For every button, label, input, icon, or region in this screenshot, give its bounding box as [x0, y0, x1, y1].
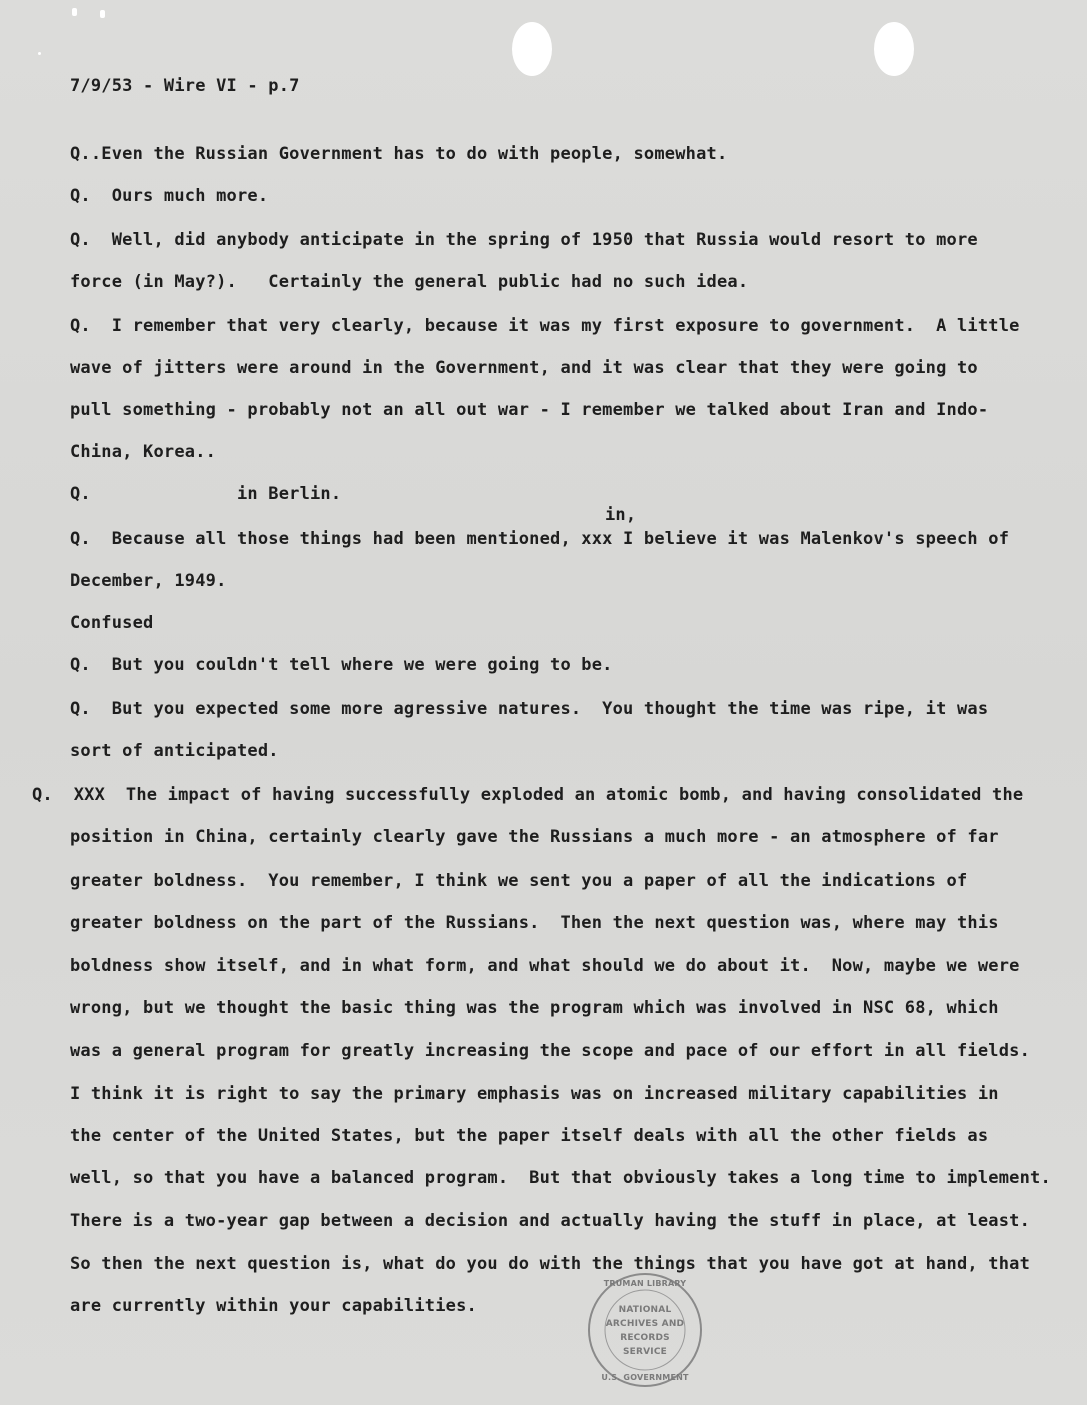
handwritten-insertion: in, — [605, 505, 637, 525]
stamp-text: NATIONAL — [618, 1305, 672, 1315]
text-line: Q. XXX The impact of having successfully exploded an atomic bomb, and having consolidated the — [32, 785, 1024, 805]
text-line: Q..Even the Russian Government has to do with people, somewhat. — [70, 144, 728, 164]
text-line: Q. in Berlin. — [70, 484, 342, 504]
text-line: Q. Well, did anybody anticipate in the spring of 1950 that Russia would resort to more — [70, 230, 978, 250]
margin-speck — [72, 8, 77, 16]
stamp-text: SERVICE — [622, 1347, 668, 1357]
text-line: Q. Because all those things had been mentioned, xxx I believe it was Malenkov's speech of — [70, 529, 1010, 549]
text-line: I think it is right to say the primary emphasis was on increased military capabilities in — [70, 1084, 999, 1104]
text-line: Q. But you couldn't tell where we were going to be. — [70, 655, 613, 675]
text-line: Q. I remember that very clearly, because it was my first exposure to government. A little — [70, 316, 1020, 336]
punch-hole-left — [512, 22, 552, 76]
margin-speck — [100, 10, 105, 18]
text-line: There is a two-year gap between a decision and actually having the stuff in place, at least. — [70, 1211, 1031, 1231]
text-line: force (in May?). Certainly the general public had no such idea. — [70, 272, 749, 292]
text-line: was a general program for greatly increasing the scope and pace of our effort in all fields. — [70, 1041, 1031, 1061]
text-line: position in China, certainly clearly gave the Russians a much more - an atmosphere of far — [70, 827, 999, 847]
text-line: pull something - probably not an all out war - I remember we talked about Iran and Indo- — [70, 400, 989, 420]
text-line: So then the next question is, what do you do with the things that you have got at hand, that — [70, 1254, 1031, 1274]
text-line: wrong, but we thought the basic thing was the program which was involved in NSC 68, which — [70, 998, 999, 1018]
text-line: greater boldness. You remember, I think we sent you a paper of all the indications of — [70, 871, 968, 891]
text-line: December, 1949. — [70, 571, 227, 591]
punch-hole-right — [874, 22, 914, 76]
text-line: well, so that you have a balanced program. But that obviously takes a long time to implement. — [70, 1168, 1051, 1188]
text-line: are currently within your capabilities. — [70, 1296, 477, 1316]
text-line: Confused — [70, 613, 154, 633]
text-line: greater boldness on the part of the Russians. Then the next question was, where may this — [70, 913, 999, 933]
page-header: 7/9/53 - Wire VI - p.7 — [70, 76, 300, 96]
text-line: China, Korea.. — [70, 442, 217, 462]
archive-stamp — [585, 1270, 705, 1390]
margin-speck — [38, 52, 41, 55]
text-line: the center of the United States, but the paper itself deals with all the other fields as — [70, 1126, 989, 1146]
text-line: Q. Ours much more. — [70, 186, 269, 206]
stamp-text: ARCHIVES AND — [605, 1319, 685, 1329]
text-line: wave of jitters were around in the Government, and it was clear that they were going to — [70, 358, 978, 378]
text-line: boldness show itself, and in what form, and what should we do about it. Now, maybe we were — [70, 956, 1020, 976]
stamp-text: U.S. GOVERNMENT — [601, 1373, 689, 1382]
stamp-text: TRUMAN LIBRARY — [603, 1279, 687, 1288]
text-line: sort of anticipated. — [70, 741, 279, 761]
stamp-text: RECORDS — [620, 1333, 670, 1343]
text-line: Q. But you expected some more agressive natures. You thought the time was ripe, it was — [70, 699, 989, 719]
